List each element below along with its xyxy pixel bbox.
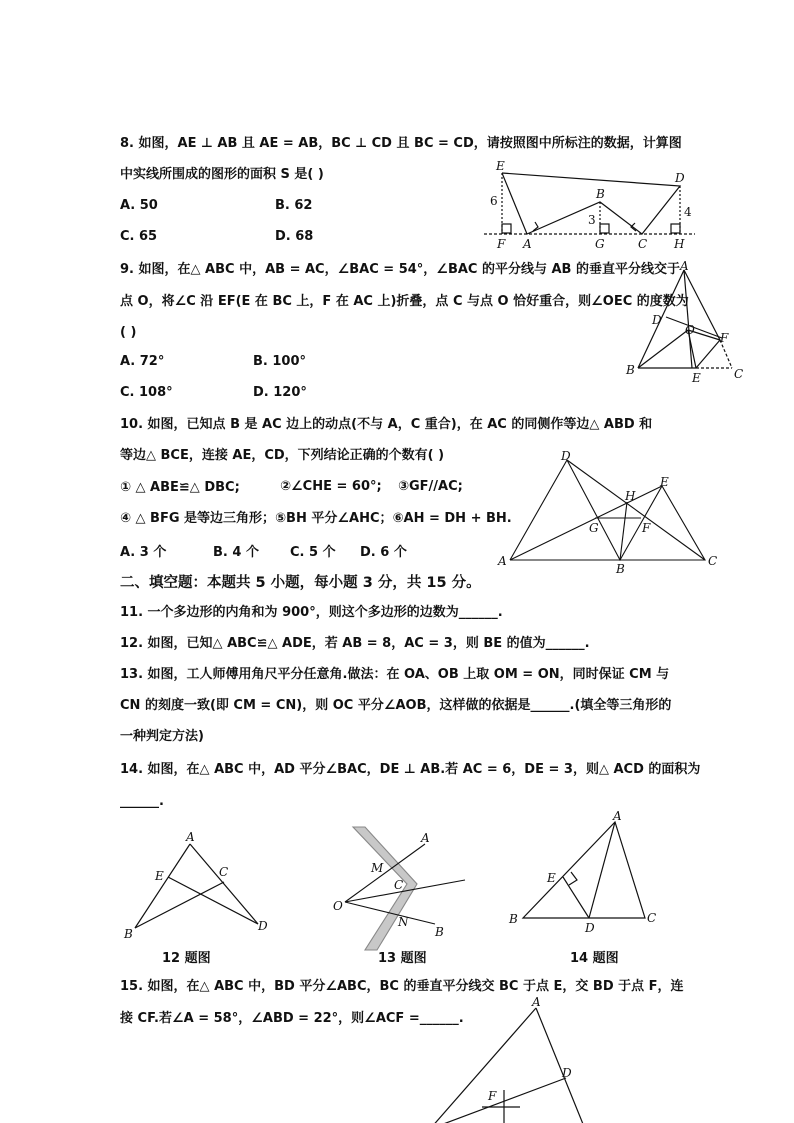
q10-figure bbox=[495, 450, 725, 575]
q8-label-6: 6 bbox=[490, 194, 498, 208]
fig13-label-C: C bbox=[394, 878, 404, 892]
fig13-label-B: B bbox=[435, 925, 444, 939]
q12-stem: 12. 如图，已知△ ABC≌△ ADE，若 AB = 8，AC = 3，则 BE 的值为______. bbox=[120, 636, 590, 651]
q8-label-H: H bbox=[674, 237, 685, 251]
q15-label-F: F bbox=[488, 1089, 497, 1103]
q10-statements-4-6: ④ △ BFG 是等边三角形；⑤BH 平分∠AHC；⑥AH = DH + BH. bbox=[120, 511, 512, 526]
q8-figure bbox=[480, 158, 700, 253]
q10-label-A: A bbox=[498, 554, 507, 568]
q9-option-b: B. 100° bbox=[253, 354, 307, 369]
q10-option-c: C. 5 个 bbox=[290, 545, 336, 560]
fig13-label-M: M bbox=[371, 861, 384, 875]
q10-option-a: A. 3 个 bbox=[120, 545, 167, 560]
q15-figure bbox=[420, 994, 600, 1123]
q9-label-B: B bbox=[626, 363, 635, 377]
fig12-label-A: A bbox=[186, 830, 195, 844]
q10-statement-2: ②∠CHE = 60°; bbox=[280, 479, 382, 494]
q15-label-A: A bbox=[532, 995, 541, 1009]
q10-label-B: B bbox=[616, 562, 625, 576]
q8-stem-line2: 中实线所围成的图形的面积 S 是( ) bbox=[120, 167, 324, 182]
q9-label-O: O bbox=[685, 323, 695, 337]
q13-stem-line3: 一种判定方法) bbox=[120, 729, 204, 744]
q9-stem-line1: 9. 如图，在△ ABC 中，AB = AC，∠BAC = 54°，∠BAC 的平分线与 AB 的垂直平分线交于 bbox=[120, 262, 680, 277]
q10-option-d: D. 6 个 bbox=[360, 545, 407, 560]
q9-option-d: D. 120° bbox=[253, 385, 307, 400]
q8-label-G: G bbox=[595, 237, 605, 251]
q14-stem-line1: 14. 如图，在△ ABC 中，AD 平分∠BAC，DE ⊥ AB.若 AC = 6，DE = 3，则△ ACD 的面积为 bbox=[120, 762, 701, 777]
q10-stem-line1: 10. 如图，已知点 B 是 AC 边上的动点(不与 A，C 重合)，在 AC 的同侧作等边△ ABD 和 bbox=[120, 417, 653, 432]
q15-label-D: D bbox=[562, 1066, 572, 1080]
q8-label-A: A bbox=[523, 237, 532, 251]
fig14-label-D: D bbox=[585, 921, 595, 935]
q10-label-D: D bbox=[561, 449, 571, 463]
q10-statement-3: ③GF//AC; bbox=[398, 479, 463, 494]
q8-option-d: D. 68 bbox=[275, 229, 314, 244]
fig12-label-B: B bbox=[124, 927, 133, 941]
fig12-caption: 12 题图 bbox=[162, 951, 211, 966]
q9-label-A: A bbox=[680, 259, 689, 273]
fig14-label-B: B bbox=[509, 912, 518, 926]
section-2-heading: 二、填空题：本题共 5 小题，每小题 3 分，共 15 分。 bbox=[120, 575, 481, 591]
fig14-label-E: E bbox=[547, 871, 556, 885]
q8-option-c: C. 65 bbox=[120, 229, 158, 244]
fig12-label-D: D bbox=[258, 919, 268, 933]
q15-stem-line1: 15. 如图，在△ ABC 中，BD 平分∠ABC，BC 的垂直平分线交 BC 于点 E，交 BD 于点 F，连 bbox=[120, 979, 684, 994]
fig13-label-A: A bbox=[421, 831, 430, 845]
q11-stem: 11. 一个多边形的内角和为 900°，则这个多边形的边数为______. bbox=[120, 605, 503, 620]
fig12-figure bbox=[120, 828, 280, 943]
q9-label-E: E bbox=[692, 371, 701, 385]
q10-label-C: C bbox=[708, 554, 718, 568]
fig12-label-E: E bbox=[155, 869, 164, 883]
q13-stem-line2: CN 的刻度一致(即 CM = CN)，则 OC 平分∠AOB，这样做的依据是______.(填全等三角形的 bbox=[120, 698, 672, 713]
q9-label-F: F bbox=[720, 331, 729, 345]
fig14-caption: 14 题图 bbox=[570, 951, 619, 966]
q9-option-a: A. 72° bbox=[120, 354, 165, 369]
q8-label-3: 3 bbox=[588, 213, 596, 227]
q10-label-E: E bbox=[660, 475, 669, 489]
q13-stem-line1: 13. 如图，工人师傅用角尺平分任意角.做法：在 OA、OB 上取 OM = ON，同时保证 CM 与 bbox=[120, 667, 670, 682]
q9-label-D: D bbox=[652, 313, 662, 327]
fig14-label-C: C bbox=[647, 911, 657, 925]
fig13-label-N: N bbox=[398, 915, 409, 929]
q8-option-b: B. 62 bbox=[275, 198, 313, 213]
q8-label-D: D bbox=[675, 171, 685, 185]
q8-label-4: 4 bbox=[684, 205, 692, 219]
q8-stem-line1: 8. 如图，AE ⊥ AB 且 AE = AB，BC ⊥ CD 且 BC = CD，请按照图中所标注的数据，计算图 bbox=[120, 136, 682, 151]
q8-label-C: C bbox=[638, 237, 648, 251]
q8-label-E: E bbox=[496, 159, 505, 173]
fig12-label-C: C bbox=[219, 865, 229, 879]
q10-option-b: B. 4 个 bbox=[213, 545, 259, 560]
q8-option-a: A. 50 bbox=[120, 198, 158, 213]
fig13-caption: 13 题图 bbox=[378, 951, 427, 966]
q9-figure bbox=[622, 259, 747, 387]
q10-statement-1: ① △ ABE≌△ DBC; bbox=[120, 480, 240, 495]
q10-stem-line2: 等边△ BCE，连接 AE，CD，下列结论正确的个数有( ) bbox=[120, 448, 445, 463]
q8-label-B: B bbox=[596, 187, 605, 201]
fig13-label-O: O bbox=[333, 899, 343, 913]
q9-option-c: C. 108° bbox=[120, 385, 173, 400]
fig13-figure bbox=[325, 822, 475, 952]
fig14-figure bbox=[505, 808, 675, 933]
q10-label-F: F bbox=[642, 521, 651, 535]
q15-stem-line2: 接 CF.若∠A = 58°，∠ABD = 22°，则∠ACF =______. bbox=[120, 1011, 464, 1026]
q10-label-H: H bbox=[625, 489, 636, 503]
q9-stem-line3: ( ) bbox=[120, 325, 137, 340]
q10-label-G: G bbox=[589, 521, 599, 535]
fig14-label-A: A bbox=[613, 809, 622, 823]
q9-stem-line2: 点 O，将∠C 沿 EF(E 在 BC 上，F 在 AC 上)折叠，点 C 与点 O 恰好重合，则∠OEC 的度数为 bbox=[120, 294, 689, 309]
q14-stem-line2: ______. bbox=[120, 794, 164, 809]
q8-label-F: F bbox=[497, 237, 506, 251]
q9-label-C: C bbox=[734, 367, 744, 381]
